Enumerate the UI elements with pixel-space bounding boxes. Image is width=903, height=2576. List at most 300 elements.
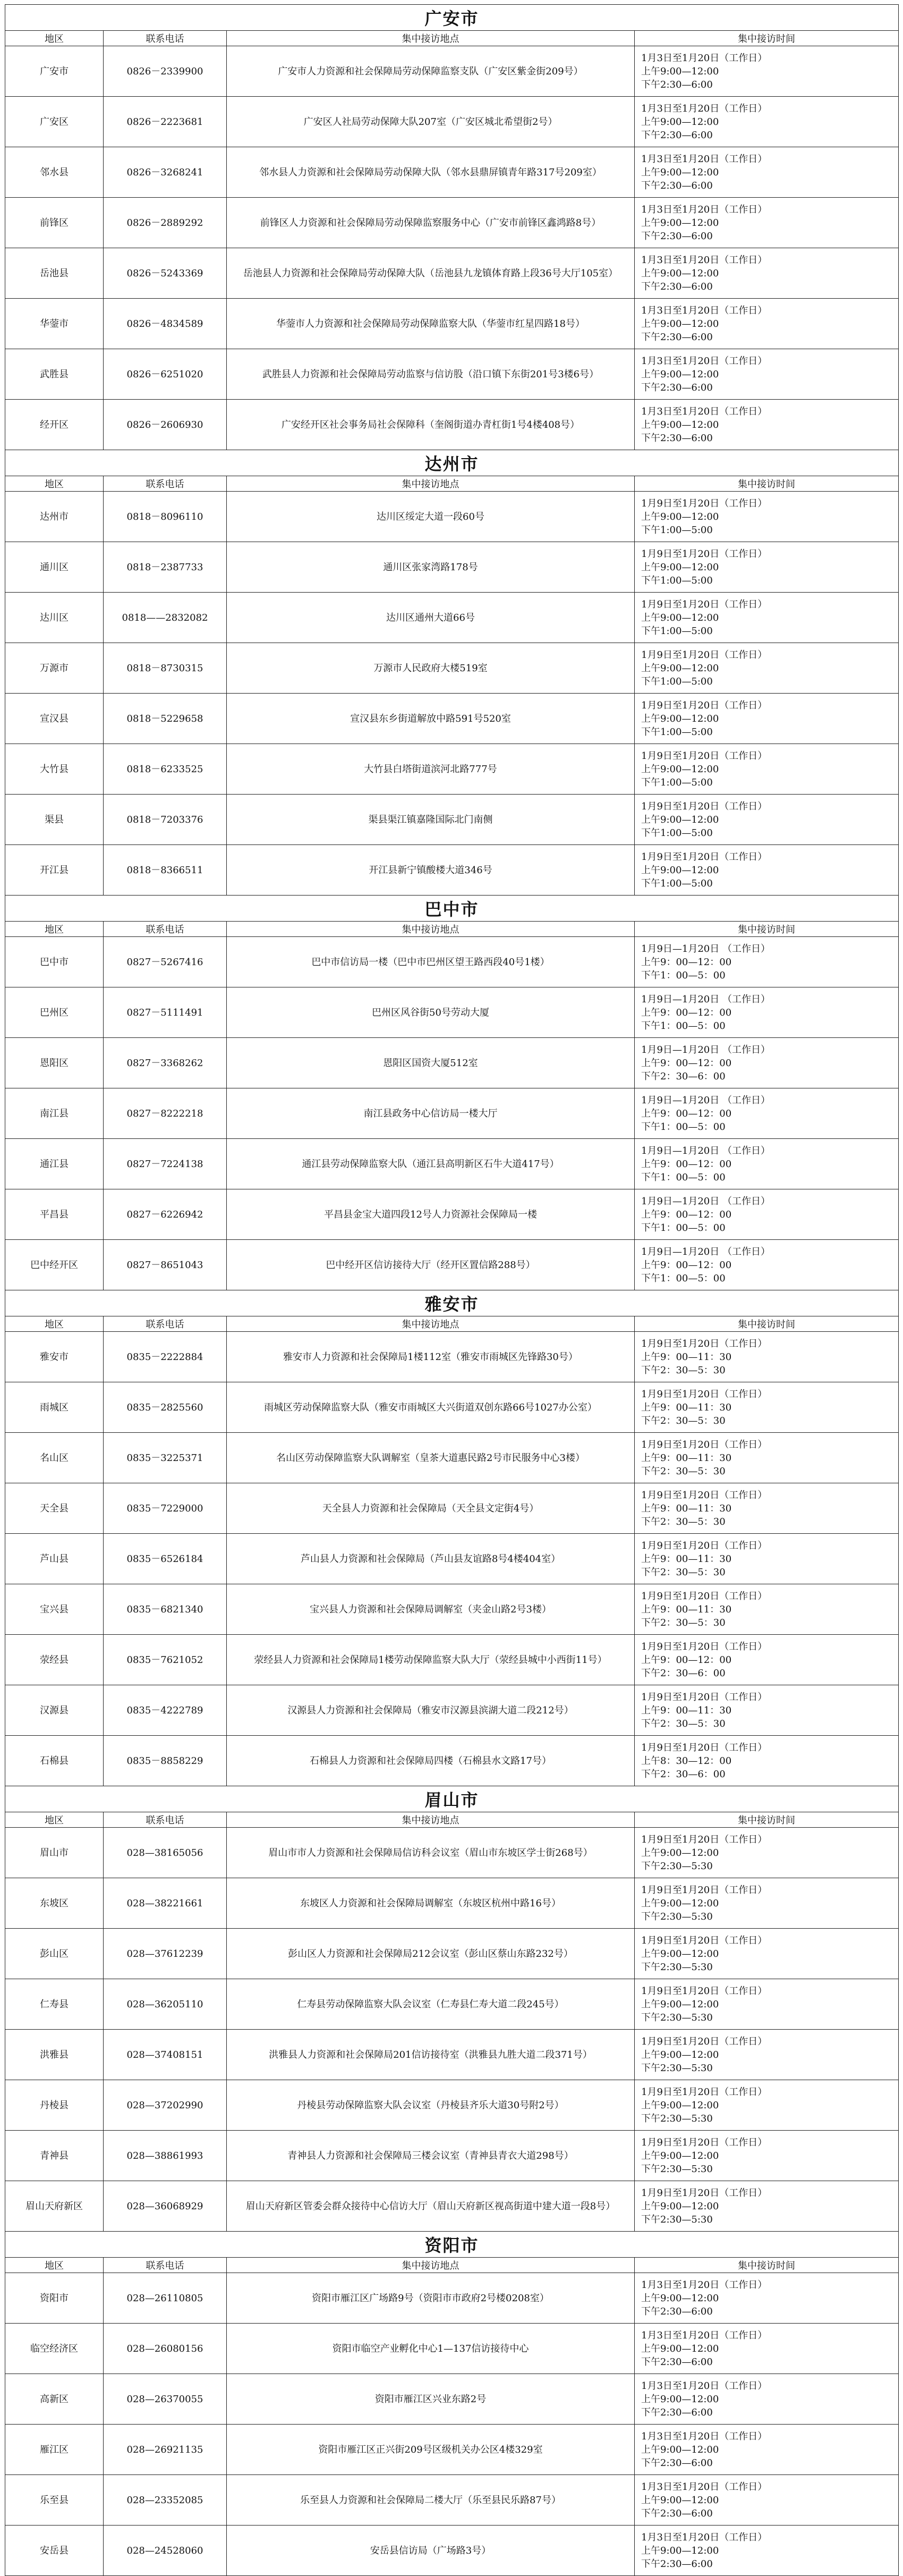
address-cell: 巴中经开区信访接待大厅（经开区置信路288号）: [227, 1240, 635, 1290]
table-row: [5, 2475, 899, 2526]
time-line: 上午9:00—12:00: [641, 2049, 719, 2060]
time-line: 上午9:00—12:00: [641, 318, 719, 330]
phone-cell: 0818－7203376: [104, 795, 227, 845]
petition-schedule-document: [5, 4, 898, 2576]
phone-cell: 0827－5267416: [104, 937, 227, 987]
time-cell: [635, 1929, 899, 1979]
phone-cell: 0835－8858229: [104, 1736, 227, 1786]
time-line: 1月3日至1月20日（工作日）: [641, 2531, 768, 2543]
time-line: 下午2:30—6:00: [641, 2457, 713, 2469]
address-cell: 万源市人民政府大楼519室: [227, 643, 635, 694]
table-row: [5, 1088, 899, 1139]
table-row: [5, 2273, 899, 2324]
time-line: 上午9:00—12:00: [641, 166, 719, 178]
time-cell: [635, 198, 899, 248]
time-line: 1月9日至1月20日（工作日）: [641, 1742, 768, 1753]
table-row: [5, 1332, 899, 1382]
phone-cell: 0826－6251020: [104, 349, 227, 400]
time-cell: [635, 97, 899, 147]
address-cell: 彭山区人力资源和社会保障局212会议室（彭山区蔡山东路232号）: [227, 1929, 635, 1979]
address-cell: 通江县劳动保障监察大队（通江县高明新区石牛大道417号）: [227, 1139, 635, 1189]
time-line: 上午9:00—12:00: [641, 116, 719, 128]
table-row: [5, 1929, 899, 1979]
phone-cell: 0826－3268241: [104, 147, 227, 198]
area-cell: 渠县: [5, 795, 104, 845]
table-row: [5, 1038, 899, 1088]
time-line: 1月3日至1月20日（工作日）: [641, 52, 768, 64]
header-area: 地区: [5, 31, 104, 46]
time-line: 上午9:00—12:00: [641, 864, 719, 876]
column-header-row: [5, 476, 899, 492]
area-cell: 雨城区: [5, 1382, 104, 1433]
time-cell: [635, 937, 899, 987]
time-cell: [635, 349, 899, 400]
time-cell: [635, 2273, 899, 2324]
time-line: 下午2:30—5:30: [641, 2163, 713, 2175]
area-cell: 芦山县: [5, 1534, 104, 1584]
header-time: 集中接访时间: [635, 31, 899, 46]
time-line: 下午1：00—5：00: [641, 969, 726, 981]
time-line: 上午9：00—11：30: [641, 1452, 732, 1464]
time-line: 上午9:00—12:00: [641, 511, 719, 522]
area-cell: 名山区: [5, 1433, 104, 1483]
header-area: 地区: [5, 2258, 104, 2273]
time-cell: [635, 593, 899, 643]
area-cell: 汉源县: [5, 1685, 104, 1736]
time-line: 上午9:00—12:00: [641, 2343, 719, 2354]
area-cell: 洪雅县: [5, 2030, 104, 2080]
time-line: 1月3日至1月20日（工作日）: [641, 305, 768, 316]
time-line: 上午9:00—12:00: [641, 1847, 719, 1859]
phone-cell: 028—26080156: [104, 2324, 227, 2374]
address-cell: 资阳市临空产业孵化中心1—137信访接待中心: [227, 2324, 635, 2374]
address-cell: 武胜县人力资源和社会保障局劳动监察与信访股（沿口镇下东街201号3楼6号）: [227, 349, 635, 400]
header-time: 集中接访时间: [635, 2258, 899, 2273]
area-cell: 眉山天府新区: [5, 2181, 104, 2232]
time-cell: [635, 1685, 899, 1736]
time-line: 上午9:00—12:00: [641, 1948, 719, 1960]
phone-cell: 028—24528060: [104, 2526, 227, 2576]
phone-cell: 0818－2387733: [104, 542, 227, 593]
time-line: 下午2:30—6:00: [641, 281, 713, 292]
phone-cell: 0827－3368262: [104, 1038, 227, 1088]
time-line: 下午2：30—6：00: [641, 1667, 726, 1679]
time-line: 1月9日至1月20日（工作日）: [641, 548, 768, 560]
address-cell: 巴州区风谷街50号劳动大厦: [227, 987, 635, 1038]
address-cell: 安岳县信访局（广场路3号）: [227, 2526, 635, 2576]
area-cell: 资阳市: [5, 2273, 104, 2324]
header-address: 集中接访地点: [227, 31, 635, 46]
time-line: 下午2：30—5：30: [641, 1516, 726, 1527]
time-cell: [635, 1878, 899, 1929]
address-cell: 南江县政务中心信访局一楼大厅: [227, 1088, 635, 1139]
time-line: 上午9：00—11：30: [641, 1351, 732, 1363]
time-line: 上午9:00—12:00: [641, 763, 719, 775]
column-header-row: [5, 31, 899, 46]
time-line: 1月9日至1月20日（工作日）: [641, 1935, 768, 1946]
time-line: 1月9日至1月20日（工作日）: [641, 1338, 768, 1349]
address-cell: 华蓥市人力资源和社会保障局劳动保障监察大队（华蓥市红星四路18号）: [227, 299, 635, 349]
area-cell: 雁江区: [5, 2425, 104, 2475]
address-cell: 广安经开区社会事务局社会保障科（奎阁街道办青杠街1号4楼408号）: [227, 400, 635, 450]
area-cell: 丹棱县: [5, 2080, 104, 2131]
time-line: 上午9:00—12:00: [641, 561, 719, 573]
city-title: 资阳市: [5, 2232, 899, 2258]
time-line: 1月9日至1月20日（工作日）: [641, 1884, 768, 1896]
time-cell: [635, 1828, 899, 1878]
table-row: [5, 987, 899, 1038]
table-row: [5, 1736, 899, 1786]
phone-cell: 0818——2832082: [104, 593, 227, 643]
table-row: [5, 97, 899, 147]
table-row: [5, 2181, 899, 2232]
time-line: 1月3日至1月20日（工作日）: [641, 2380, 768, 2392]
time-line: 1月9日至1月20日（工作日）: [641, 1834, 768, 1845]
address-cell: 大竹县白塔街道滨河北路777号: [227, 744, 635, 795]
header-address: 集中接访地点: [227, 2258, 635, 2273]
time-cell: [635, 1189, 899, 1240]
address-cell: 乐至县人力资源和社会保障局二楼大厅（乐至县民乐路87号）: [227, 2475, 635, 2526]
header-address: 集中接访地点: [227, 922, 635, 937]
table-row: [5, 2526, 899, 2576]
area-cell: 通江县: [5, 1139, 104, 1189]
time-cell: [635, 2324, 899, 2374]
phone-cell: 0827－7224138: [104, 1139, 227, 1189]
area-cell: 仁寿县: [5, 1979, 104, 2030]
phone-cell: 028—26370055: [104, 2374, 227, 2425]
table-row: [5, 1635, 899, 1685]
time-line: 下午2：30—5：30: [641, 1415, 726, 1426]
time-line: 下午2：30—5：30: [641, 1364, 726, 1376]
time-line: 上午9：00—12：00: [641, 1057, 732, 1069]
city-title: 广安市: [5, 5, 899, 31]
time-cell: [635, 2131, 899, 2181]
table-row: [5, 198, 899, 248]
city-section-title-row: [5, 1786, 899, 1812]
time-line: 下午2:30—6:00: [641, 331, 713, 343]
address-cell: 青神县人力资源和社会保障局三楼会议室（青神县青衣大道298号）: [227, 2131, 635, 2181]
phone-cell: 0818－8096110: [104, 492, 227, 542]
address-cell: 宣汉县东乡街道解放中路591号520室: [227, 694, 635, 744]
time-line: 下午1:00—5:00: [641, 524, 713, 536]
time-cell: [635, 2475, 899, 2526]
column-header-row: [5, 2258, 899, 2273]
time-line: 下午2：30—5：30: [641, 1465, 726, 1477]
area-cell: 大竹县: [5, 744, 104, 795]
time-line: 下午2:30—5:30: [641, 1911, 713, 1922]
phone-cell: 0818－8366511: [104, 845, 227, 896]
phone-cell: 0818－8730315: [104, 643, 227, 694]
address-cell: 洪雅县人力资源和社会保障局201信访接待室（洪雅县九胜大道二段371号）: [227, 2030, 635, 2080]
time-line: 上午9:00—12:00: [641, 2292, 719, 2304]
time-line: 下午2:30—5:30: [641, 1961, 713, 1973]
time-cell: [635, 147, 899, 198]
table-row: [5, 744, 899, 795]
area-cell: 开江县: [5, 845, 104, 896]
time-cell: [635, 1979, 899, 2030]
time-line: 1月3日至1月20日（工作日）: [641, 406, 768, 417]
phone-cell: 0827－6226942: [104, 1189, 227, 1240]
time-line: 下午2:30—5:30: [641, 2214, 713, 2225]
time-line: 下午1:00—5:00: [641, 625, 713, 637]
table-row: [5, 1584, 899, 1635]
area-cell: 乐至县: [5, 2475, 104, 2526]
time-line: 下午1:00—5:00: [641, 575, 713, 586]
address-cell: 东坡区人力资源和社会保障局调解室（东坡区杭州中路16号）: [227, 1878, 635, 1929]
time-line: 1月9日至1月20日（工作日）: [641, 1691, 768, 1703]
table-row: [5, 1979, 899, 2030]
time-line: 上午9：00—12：00: [641, 1654, 732, 1666]
city-title: 巴中市: [5, 896, 899, 922]
area-cell: 广安区: [5, 97, 104, 147]
header-time: 集中接访时间: [635, 1812, 899, 1828]
address-cell: 天全县人力资源和社会保障局（天全县文定街4号）: [227, 1483, 635, 1534]
phone-cell: 0826－2606930: [104, 400, 227, 450]
time-cell: [635, 987, 899, 1038]
time-line: 1月9日至1月20日（工作日）: [641, 1641, 768, 1652]
header-phone: 联系电话: [104, 2258, 227, 2273]
city-section-title-row: [5, 5, 899, 31]
phone-cell: 028—37408151: [104, 2030, 227, 2080]
time-line: 1月9日—1月20日 （工作日）: [641, 1195, 770, 1207]
phone-cell: 028—26921135: [104, 2425, 227, 2475]
time-cell: [635, 1088, 899, 1139]
area-cell: 宣汉县: [5, 694, 104, 744]
area-cell: 荥经县: [5, 1635, 104, 1685]
header-address: 集中接访地点: [227, 1316, 635, 1332]
time-line: 下午1：00—5：00: [641, 1171, 726, 1183]
time-line: 1月9日—1月20日 （工作日）: [641, 943, 770, 955]
time-line: 下午1:00—5:00: [641, 675, 713, 687]
time-line: 上午9:00—12:00: [641, 2444, 719, 2455]
address-cell: 广安区人社局劳动保障大队207室（广安区城北希望街2号）: [227, 97, 635, 147]
address-cell: 开江县新宁镇酸楼大道346号: [227, 845, 635, 896]
phone-cell: 0818－5229658: [104, 694, 227, 744]
time-line: 1月9日至1月20日（工作日）: [641, 497, 768, 509]
time-line: 1月9日—1月20日 （工作日）: [641, 1246, 770, 1257]
address-cell: 雨城区劳动保障监察大队（雅安市雨城区大兴街道双创东路66号1027办公室）: [227, 1382, 635, 1433]
address-cell: 丹棱县劳动保障监察大队会议室（丹棱县齐乐大道30号附2号）: [227, 2080, 635, 2131]
area-cell: 华蓥市: [5, 299, 104, 349]
time-line: 1月9日至1月20日（工作日）: [641, 2136, 768, 2148]
area-cell: 巴中经开区: [5, 1240, 104, 1290]
time-cell: [635, 2425, 899, 2475]
time-line: 上午9:00—12:00: [641, 1998, 719, 2010]
phone-cell: 0835－7229000: [104, 1483, 227, 1534]
area-cell: 达川区: [5, 593, 104, 643]
area-cell: 前锋区: [5, 198, 104, 248]
phone-cell: 028—23352085: [104, 2475, 227, 2526]
time-cell: [635, 1534, 899, 1584]
table-row: [5, 299, 899, 349]
time-cell: [635, 248, 899, 299]
time-cell: [635, 492, 899, 542]
table-row: [5, 1139, 899, 1189]
area-cell: 天全县: [5, 1483, 104, 1534]
time-cell: [635, 643, 899, 694]
header-phone: 联系电话: [104, 922, 227, 937]
phone-cell: 0827－5111491: [104, 987, 227, 1038]
time-line: 上午9:00—12:00: [641, 1897, 719, 1909]
time-cell: [635, 2374, 899, 2425]
area-cell: 安岳县: [5, 2526, 104, 2576]
time-cell: [635, 542, 899, 593]
header-address: 集中接访地点: [227, 1812, 635, 1828]
time-cell: [635, 795, 899, 845]
address-cell: 巴中市信访局一楼（巴中市巴州区望王路西段40号1楼）: [227, 937, 635, 987]
table-row: [5, 349, 899, 400]
time-line: 上午9：00—12：00: [641, 1259, 732, 1271]
phone-cell: 0827－8222218: [104, 1088, 227, 1139]
time-line: 下午2:30—5:30: [641, 2113, 713, 2124]
header-phone: 联系电话: [104, 31, 227, 46]
time-cell: [635, 2080, 899, 2131]
time-line: 上午9:00—12:00: [641, 2150, 719, 2161]
time-line: 下午1:00—5:00: [641, 776, 713, 788]
city-section-title-row: [5, 896, 899, 922]
time-line: 下午2：30—6：00: [641, 1070, 726, 1082]
phone-cell: 028—37612239: [104, 1929, 227, 1979]
time-line: 上午9：00—12：00: [641, 956, 732, 968]
header-phone: 联系电话: [104, 1316, 227, 1332]
address-cell: 芦山县人力资源和社会保障局（芦山县友谊路8号4楼404室）: [227, 1534, 635, 1584]
table-row: [5, 1878, 899, 1929]
header-time: 集中接访时间: [635, 476, 899, 492]
area-cell: 青神县: [5, 2131, 104, 2181]
time-line: 下午2:30—6:00: [641, 2558, 713, 2570]
header-time: 集中接访时间: [635, 1316, 899, 1332]
time-cell: [635, 1635, 899, 1685]
time-line: 1月3日至1月20日（工作日）: [641, 2481, 768, 2493]
table-row: [5, 1534, 899, 1584]
time-line: 下午2:30—5:30: [641, 1860, 713, 1872]
time-line: 上午9:00—12:00: [641, 419, 719, 430]
area-cell: 恩阳区: [5, 1038, 104, 1088]
time-line: 下午2:30—6:00: [641, 2305, 713, 2317]
time-line: 下午2:30—6:00: [641, 2507, 713, 2519]
time-line: 上午9:00—12:00: [641, 2200, 719, 2212]
table-row: [5, 1483, 899, 1534]
time-line: 上午9:00—12:00: [641, 368, 719, 380]
area-cell: 宝兴县: [5, 1584, 104, 1635]
phone-cell: 0835－2222884: [104, 1332, 227, 1382]
area-cell: 高新区: [5, 2374, 104, 2425]
time-line: 上午8：30—12：00: [641, 1755, 732, 1767]
time-line: 下午2:30—6:00: [641, 382, 713, 393]
time-line: 1月9日至1月20日（工作日）: [641, 851, 768, 863]
table-row: [5, 542, 899, 593]
table-row: [5, 1382, 899, 1433]
time-line: 下午2:30—6:00: [641, 180, 713, 191]
time-line: 上午9:00—12:00: [641, 662, 719, 674]
address-cell: 渠县渠江镇嘉隆国际北门南侧: [227, 795, 635, 845]
time-cell: [635, 1332, 899, 1382]
table-row: [5, 694, 899, 744]
column-header-row: [5, 922, 899, 937]
header-area: 地区: [5, 476, 104, 492]
area-cell: 广安市: [5, 46, 104, 97]
address-cell: 岳池县人力资源和社会保障局劳动保障大队（岳池县九龙镇体育路上段36号大厅105室）: [227, 248, 635, 299]
phone-cell: 0835－2825560: [104, 1382, 227, 1433]
time-line: 上午9:00—12:00: [641, 217, 719, 229]
address-cell: 眉山市市人力资源和社会保障局信访科会议室（眉山市东坡区学士街268号）: [227, 1828, 635, 1878]
time-line: 下午2：30—5：30: [641, 1566, 726, 1578]
phone-cell: 0835－6821340: [104, 1584, 227, 1635]
time-line: 1月9日至1月20日（工作日）: [641, 1540, 768, 1551]
address-cell: 石棉县人力资源和社会保障局四楼（石棉县水文路17号）: [227, 1736, 635, 1786]
area-cell: 东坡区: [5, 1878, 104, 1929]
address-cell: 雅安市人力资源和社会保障局1楼112室（雅安市雨城区先锋路30号）: [227, 1332, 635, 1382]
header-area: 地区: [5, 1812, 104, 1828]
time-cell: [635, 744, 899, 795]
time-line: 1月3日至1月20日（工作日）: [641, 103, 768, 114]
time-line: 下午2:30—6:00: [641, 432, 713, 444]
address-cell: 名山区劳动保障监察大队调解室（皇茶大道惠民路2号市民服务中心3楼）: [227, 1433, 635, 1483]
time-line: 1月9日至1月20日（工作日）: [641, 2036, 768, 2047]
table-row: [5, 1828, 899, 1878]
time-line: 下午1：00—5：00: [641, 1121, 726, 1133]
time-line: 上午9:00—12:00: [641, 2099, 719, 2111]
time-line: 1月3日至1月20日（工作日）: [641, 153, 768, 165]
time-line: 上午9:00—12:00: [641, 612, 719, 623]
phone-cell: 028—36205110: [104, 1979, 227, 2030]
table-row: [5, 2030, 899, 2080]
area-cell: 岳池县: [5, 248, 104, 299]
phone-cell: 0835－4222789: [104, 1685, 227, 1736]
area-cell: 巴州区: [5, 987, 104, 1038]
time-cell: [635, 400, 899, 450]
table-row: [5, 937, 899, 987]
time-cell: [635, 2181, 899, 2232]
table-row: [5, 2425, 899, 2475]
phone-cell: 0826－5243369: [104, 248, 227, 299]
table-row: [5, 147, 899, 198]
address-cell: 眉山天府新区管委会群众接待中心信访大厅（眉山天府新区视高街道中建大道一段8号）: [227, 2181, 635, 2232]
time-cell: [635, 694, 899, 744]
time-line: 1月3日至1月20日（工作日）: [641, 355, 768, 367]
table-row: [5, 593, 899, 643]
city-title: 眉山市: [5, 1786, 899, 1812]
time-line: 下午2:30—6:00: [641, 230, 713, 242]
address-cell: 荥经县人力资源和社会保障局1楼劳动保障监察大队大厅（荥经县城中小西街11号）: [227, 1635, 635, 1685]
table-row: [5, 2131, 899, 2181]
header-address: 集中接访地点: [227, 476, 635, 492]
time-cell: [635, 845, 899, 896]
time-line: 下午1:00—5:00: [641, 726, 713, 738]
table-body: [5, 5, 899, 2576]
time-line: 1月9日至1月20日（工作日）: [641, 699, 768, 711]
time-cell: [635, 1038, 899, 1088]
time-line: 下午1：00—5：00: [641, 1222, 726, 1234]
time-line: 1月3日至1月20日（工作日）: [641, 2430, 768, 2442]
table-row: [5, 46, 899, 97]
area-cell: 武胜县: [5, 349, 104, 400]
time-line: 上午9：00—12：00: [641, 1209, 732, 1220]
time-line: 上午9:00—12:00: [641, 814, 719, 825]
area-cell: 平昌县: [5, 1189, 104, 1240]
address-cell: 广安市人力资源和社会保障局劳动保障监察支队（广安区紫金街209号）: [227, 46, 635, 97]
phone-cell: 0818－6233525: [104, 744, 227, 795]
address-cell: 平昌县金宝大道四段12号人力资源社会保障局一楼: [227, 1189, 635, 1240]
phone-cell: 0835－7621052: [104, 1635, 227, 1685]
time-line: 1月9日至1月20日（工作日）: [641, 598, 768, 610]
time-line: 1月9日至1月20日（工作日）: [641, 1439, 768, 1450]
time-line: 下午2:30—6:00: [641, 129, 713, 141]
time-cell: [635, 1382, 899, 1433]
header-time: 集中接访时间: [635, 922, 899, 937]
city-section-title-row: [5, 2232, 899, 2258]
table-row: [5, 795, 899, 845]
